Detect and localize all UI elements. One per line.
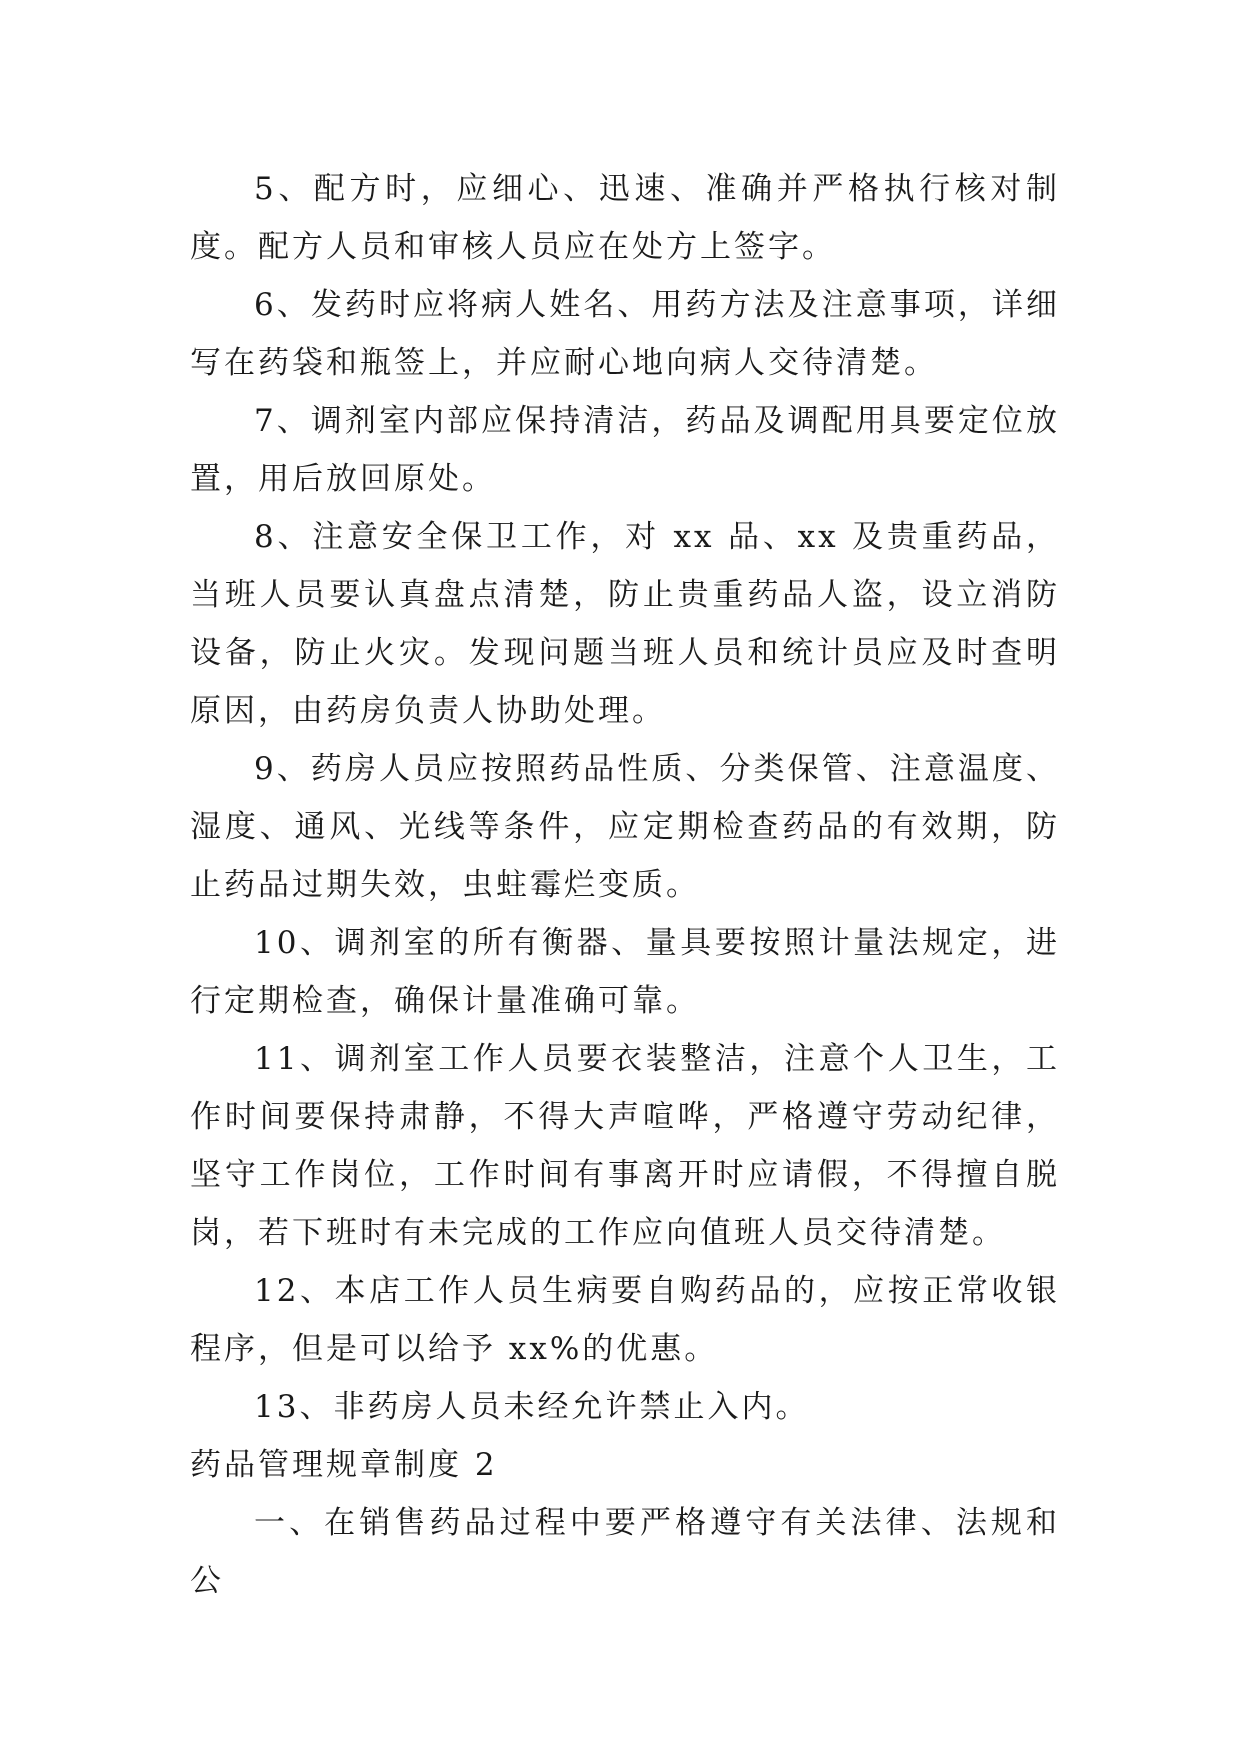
paragraph-section2-1: 一、在销售药品过程中要严格遵守有关法律、法规和公 (190, 1505, 1060, 1599)
section-heading: 药品管理规章制度 2 (190, 1447, 498, 1483)
paragraph-11: 11、调剂室工作人员要衣装整洁，注意个人卫生，工作时间要保持肃静，不得大声喧哗，严格遵守劳动纪律，坚守工作岗位，工作时间有事离开时应请假，不得擅自脱岗，若下班时有未完成的工作应向值班人员交待清楚。 (190, 1041, 1060, 1251)
document-body (190, 160, 1060, 1610)
paragraph-6: 6、发药时应将病人姓名、用药方法及注意事项，详细写在药袋和瓶签上，并应耐心地向病人交待清楚。 (190, 287, 1060, 381)
paragraph-12: 12、本店工作人员生病要自购药品的，应按正常收银程序，但是可以给予 xx%的优惠。 (190, 1273, 1060, 1367)
paragraph-9: 9、药房人员应按照药品性质、分类保管、注意温度、湿度、通风、光线等条件，应定期检查药品的有效期，防止药品过期失效，虫蛀霉烂变质。 (190, 751, 1060, 903)
paragraph-7: 7、调剂室内部应保持清洁，药品及调配用具要定位放置，用后放回原处。 (190, 403, 1060, 497)
paragraph-8: 8、注意安全保卫工作，对 xx 品、xx 及贵重药品，当班人员要认真盘点清楚，防止贵重药品人盗，设立消防设备，防止火灾。发现问题当班人员和统计员应及时查明原因，由药房负责人协助处理。 (190, 519, 1060, 729)
paragraph-10: 10、调剂室的所有衡器、量具要按照计量法规定，进行定期检查，确保计量准确可靠。 (190, 925, 1060, 1019)
paragraph-5: 5、配方时，应细心、迅速、准确并严格执行核对制度。配方人员和审核人员应在处方上签字。 (190, 171, 1060, 265)
paragraph-13: 13、非药房人员未经允许禁止入内。 (254, 1389, 810, 1425)
